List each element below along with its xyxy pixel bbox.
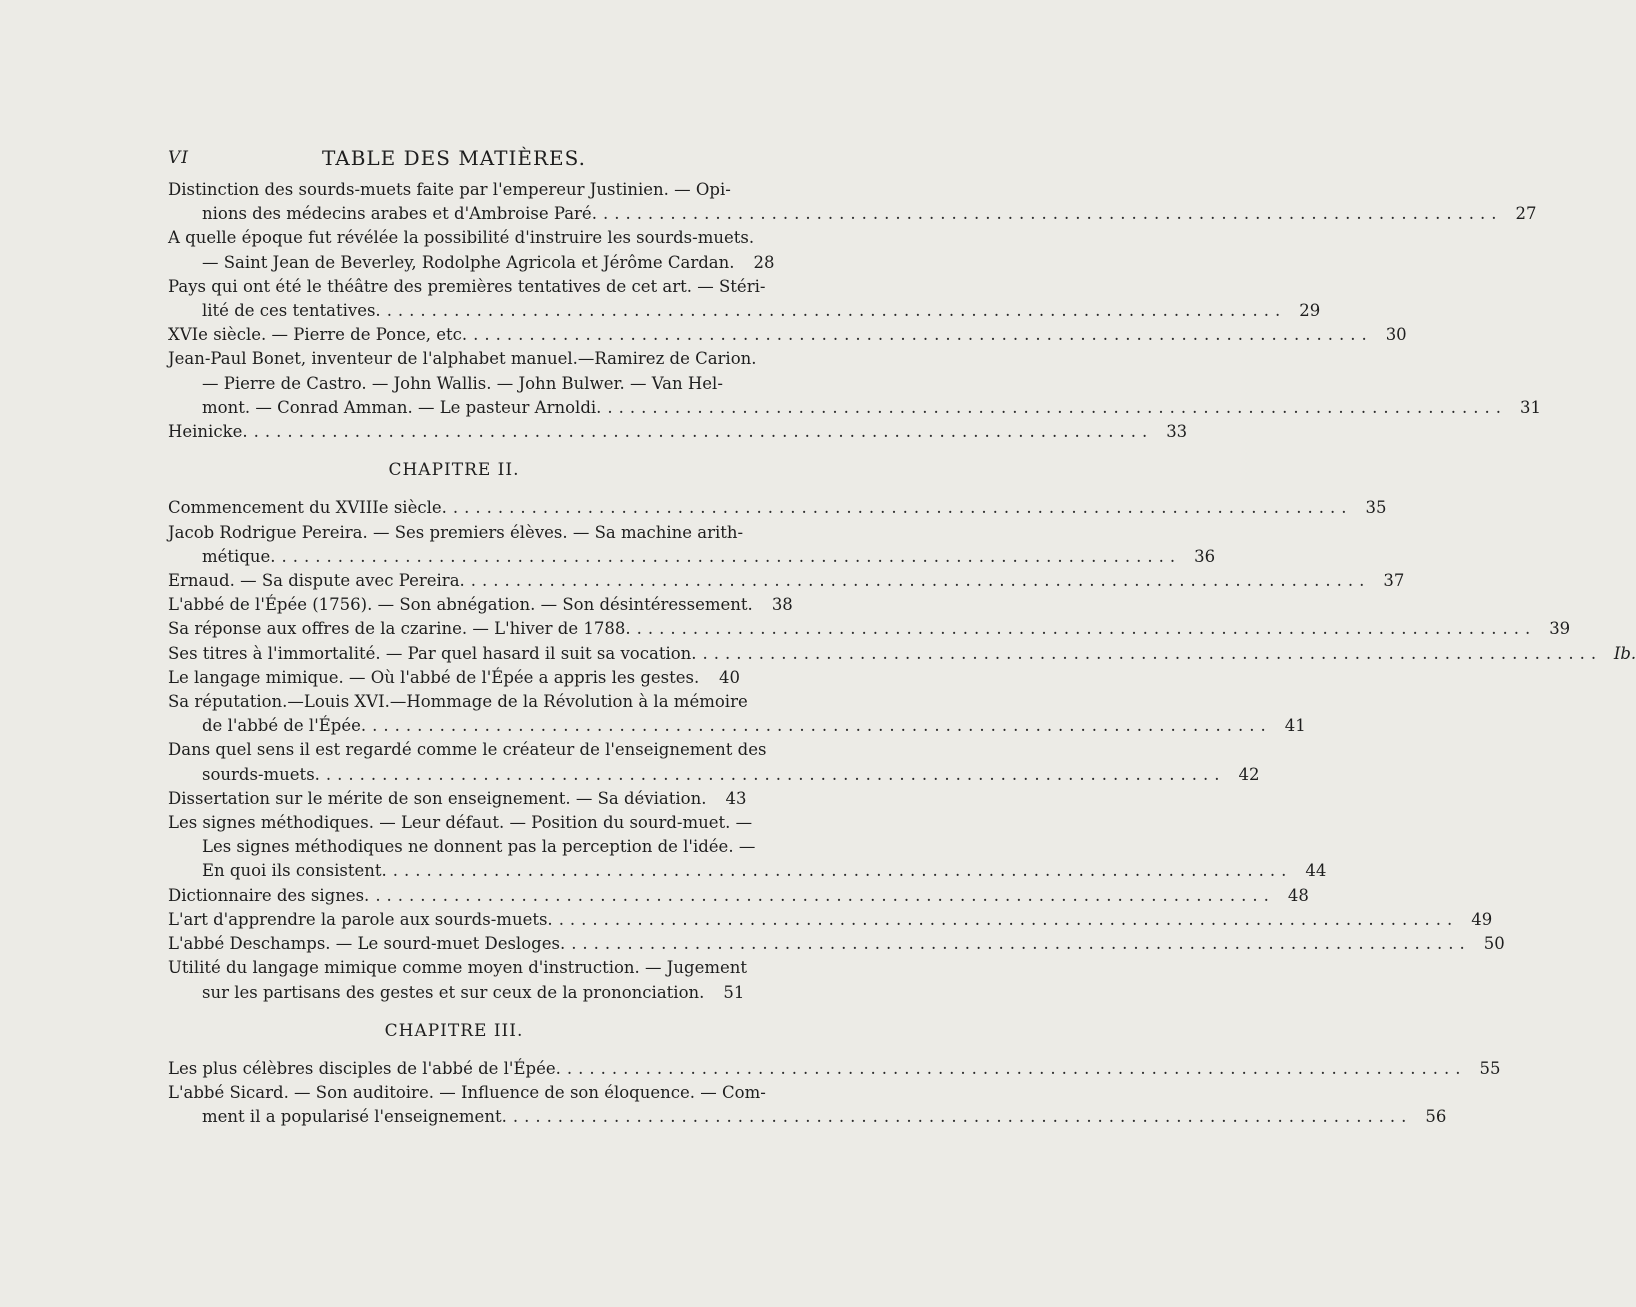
toc-entry <box>168 347 1542 420</box>
toc-entry-text: Utilité du langage mimique comme moyen d'instruction. — Jugement <box>168 958 748 978</box>
toc-page-number: 49 <box>1471 909 1493 929</box>
dot-leader: ................................................................................ <box>375 885 1275 905</box>
toc-page-number: 30 <box>1385 325 1407 345</box>
toc-entry <box>168 738 1260 786</box>
toc-entry-text: L'abbé de l'Épée (1756). — Son abnégation. — Son désintéressement. <box>168 595 753 615</box>
toc-entry <box>168 323 1407 347</box>
dot-leader: ................................................................................ <box>386 301 1287 321</box>
toc-entry-text: Sa réponse aux offres de la czarine. — L'hiver de 1788. <box>168 619 631 639</box>
toc-entry-text: sourds-muets. <box>202 764 320 784</box>
toc-entry-text: Les signes méthodiques. — Leur défaut. — Position du sourd-muet. — <box>168 813 753 833</box>
toc-entry-line <box>168 420 1188 444</box>
toc-page-number: 55 <box>1479 1058 1501 1078</box>
toc-entry-line <box>168 202 1537 226</box>
toc-entry <box>168 420 1188 444</box>
toc-entry-line <box>168 617 1571 641</box>
toc-entry-line <box>168 714 1306 738</box>
toc-entry <box>168 569 1405 593</box>
dot-leader: ................................................................................ <box>325 764 1226 784</box>
toc-entry <box>168 908 1493 932</box>
toc-entry-text: — Pierre de Castro. — John Wallis. — John Bulwer. — Van Hel- <box>202 373 723 393</box>
toc-page-number: Ib. <box>1613 643 1636 663</box>
toc-entry-line <box>168 226 755 250</box>
dot-leader <box>705 666 706 690</box>
running-header <box>168 146 740 176</box>
dot-leader: ................................................................................ <box>558 909 1459 929</box>
toc-entry-line <box>168 908 1493 932</box>
toc-entry-line <box>168 835 756 859</box>
toc-page-number: 33 <box>1166 422 1188 442</box>
toc-entry-line <box>168 642 1636 666</box>
dot-leader: ................................................................................ <box>602 204 1503 224</box>
toc-entry-line <box>168 1057 1501 1081</box>
toc-entry-text: L'art d'apprendre la parole aux sourds-muets. <box>168 909 553 929</box>
dot-leader: ................................................................................ <box>473 325 1373 345</box>
toc-entry-line <box>168 884 1309 908</box>
toc-entry <box>168 226 775 274</box>
dot-leader: ................................................................................ <box>571 934 1471 954</box>
toc-entry-line <box>168 859 1327 883</box>
toc-entry-line <box>168 396 1542 420</box>
dot-leader: ................................................................................ <box>512 1107 1413 1127</box>
toc-entry <box>168 1081 1447 1129</box>
toc-entry-line <box>168 763 1260 787</box>
toc-entry <box>168 932 1505 956</box>
toc-entry-line <box>168 299 1321 323</box>
toc-entry-text: Ernaud. — Sa dispute avec Pereira. <box>168 571 465 591</box>
toc-entry-line <box>168 545 1216 569</box>
toc-page-number: 35 <box>1365 498 1387 518</box>
toc-entry-text: Heinicke. <box>168 422 248 442</box>
toc-entry-line <box>168 932 1505 956</box>
dot-leader: ................................................................................ <box>702 643 1603 663</box>
toc-entry <box>168 884 1309 908</box>
toc-page-number: 36 <box>1194 546 1216 566</box>
dot-leader: ................................................................................ <box>372 716 1272 736</box>
toc-entry <box>168 275 1321 323</box>
toc-entry-text: Sa réputation.—Louis XVI.—Hommage de la Révolution à la mémoire <box>168 692 748 712</box>
dot-leader: ................................................................................ <box>470 571 1371 591</box>
toc-page-number: 43 <box>725 788 747 808</box>
toc-entry-text: Dictionnaire des signes. <box>168 885 370 905</box>
toc-entry-line <box>168 569 1405 593</box>
toc-page-number: 48 <box>1287 885 1309 905</box>
toc-entry-line <box>168 811 753 835</box>
toc-entry <box>168 521 1216 569</box>
toc-section-3 <box>168 1057 1501 1130</box>
toc-page-number: 27 <box>1515 204 1537 224</box>
toc-entry-line <box>168 690 748 714</box>
toc-entry-line <box>168 787 747 811</box>
dot-leader: ................................................................................ <box>281 546 1182 566</box>
dot-leader: ................................................................................ <box>607 397 1508 417</box>
toc-entry-text: — Saint Jean de Beverley, Rodolphe Agricola et Jérôme Cardan. <box>202 252 735 272</box>
toc-entry-text: L'abbé Deschamps. — Le sourd-muet Desloges. <box>168 934 566 954</box>
toc-entry <box>168 666 740 690</box>
toc-page-number: 29 <box>1299 301 1321 321</box>
running-title: TABLE DES MATIÈRES. <box>322 146 586 170</box>
toc-page-number: 31 <box>1520 397 1542 417</box>
toc-entry <box>168 178 1537 226</box>
toc-entry-line <box>168 372 740 396</box>
toc-page-number: 28 <box>753 252 775 272</box>
toc-section-2 <box>168 496 1636 1004</box>
table-of-contents <box>168 178 1636 1130</box>
dot-leader: ................................................................................ <box>566 1058 1467 1078</box>
toc-entry-text: Les signes méthodiques ne donnent pas la perception de l'idée. — <box>202 837 756 857</box>
toc-page-number: 38 <box>771 595 793 615</box>
toc-entry-text: Le langage mimique. — Où l'abbé de l'Épée a appris les gestes. <box>168 667 700 687</box>
toc-entry-text: métique. <box>202 546 276 566</box>
toc-page-number: 50 <box>1483 934 1505 954</box>
toc-entry-line <box>168 666 740 690</box>
toc-page-number: 37 <box>1383 571 1405 591</box>
toc-entry-text: L'abbé Sicard. — Son auditoire. — Influence de son éloquence. — Com- <box>168 1083 766 1103</box>
toc-entry-text: sur les partisans des gestes et sur ceux de la prononciation. <box>202 982 705 1002</box>
toc-entry-line <box>168 956 748 980</box>
toc-page-number: 56 <box>1425 1107 1447 1127</box>
toc-entry-line <box>168 981 745 1005</box>
chapter-heading-2: CHAPITRE II. <box>388 460 520 481</box>
toc-entry-text: nions des médecins arabes et d'Ambroise Paré. <box>202 204 597 224</box>
toc-entry-line <box>168 1105 1447 1129</box>
toc-entry-text: Ses titres à l'immortalité. — Par quel hasard il suit sa vocation. <box>168 643 697 663</box>
toc-entry <box>168 642 1636 666</box>
toc-section-1 <box>168 178 1542 444</box>
toc-entry-line <box>168 251 775 275</box>
toc-entry-text: XVIe siècle. — Pierre de Ponce, etc. <box>168 325 468 345</box>
toc-entry <box>168 593 793 617</box>
toc-entry-text: de l'abbé de l'Épée. <box>202 716 367 736</box>
toc-entry-line <box>168 521 744 545</box>
toc-entry-text: A quelle époque fut révélée la possibilité d'instruire les sourds-muets. <box>168 228 755 248</box>
toc-entry-line <box>168 347 757 371</box>
toc-page-number: 44 <box>1305 861 1327 881</box>
toc-entry-line <box>168 275 766 299</box>
toc-entry-line <box>168 178 740 202</box>
toc-entry <box>168 956 748 1004</box>
dot-leader: ................................................................................ <box>452 498 1353 518</box>
toc-entry <box>168 617 1571 641</box>
toc-entry-text: mont. — Conrad Amman. — Le pasteur Arnoldi. <box>202 397 602 417</box>
toc-entry-line <box>168 738 767 762</box>
toc-entry-text: Pays qui ont été le théâtre des premières tentatives de cet art. — Stéri- <box>168 276 766 296</box>
dot-leader: ................................................................................ <box>636 619 1537 639</box>
toc-entry-line <box>168 496 1387 520</box>
toc-page-number: 42 <box>1238 764 1260 784</box>
toc-page-number: 41 <box>1284 716 1306 736</box>
toc-entry-text: En quoi ils consistent. <box>202 861 387 881</box>
toc-page-number: 39 <box>1549 619 1571 639</box>
toc-entry <box>168 811 1327 884</box>
toc-page-number: 40 <box>719 667 740 687</box>
toc-entry-line <box>168 593 793 617</box>
toc-entry-text: Dans quel sens il est regardé comme le créateur de l'enseignement des <box>168 740 767 760</box>
toc-entry-text: ment il a popularisé l'enseignement. <box>202 1107 507 1127</box>
toc-entry-line <box>168 323 1407 347</box>
toc-entry <box>168 690 1306 738</box>
toc-entry <box>168 1057 1501 1081</box>
chapter-heading-3: CHAPITRE III. <box>384 1020 524 1041</box>
toc-entry <box>168 496 1387 520</box>
page-folio: VI <box>168 148 189 168</box>
dot-leader: ................................................................................ <box>253 422 1154 442</box>
toc-entry-line <box>168 1081 766 1105</box>
toc-entry <box>168 787 747 811</box>
toc-page-number: 51 <box>723 982 745 1002</box>
toc-entry-text: Distinction des sourds-muets faite par l'empereur Justinien. — Opi- <box>168 180 731 199</box>
dot-leader: ................................................................................ <box>392 861 1293 881</box>
toc-entry-text: Jacob Rodrigue Pereira. — Ses premiers élèves. — Sa machine arith- <box>168 522 744 542</box>
toc-entry-text: Commencement du XVIIIe siècle. <box>168 498 447 518</box>
toc-entry-text: Dissertation sur le mérite de son enseignement. — Sa déviation. <box>168 788 707 808</box>
toc-entry-text: Les plus célèbres disciples de l'abbé de l'Épée. <box>168 1058 561 1078</box>
toc-entry-text: Jean-Paul Bonet, inventeur de l'alphabet manuel.—Ramirez de Carion. <box>168 349 757 369</box>
toc-entry-text: lité de ces tentatives. <box>202 301 381 321</box>
